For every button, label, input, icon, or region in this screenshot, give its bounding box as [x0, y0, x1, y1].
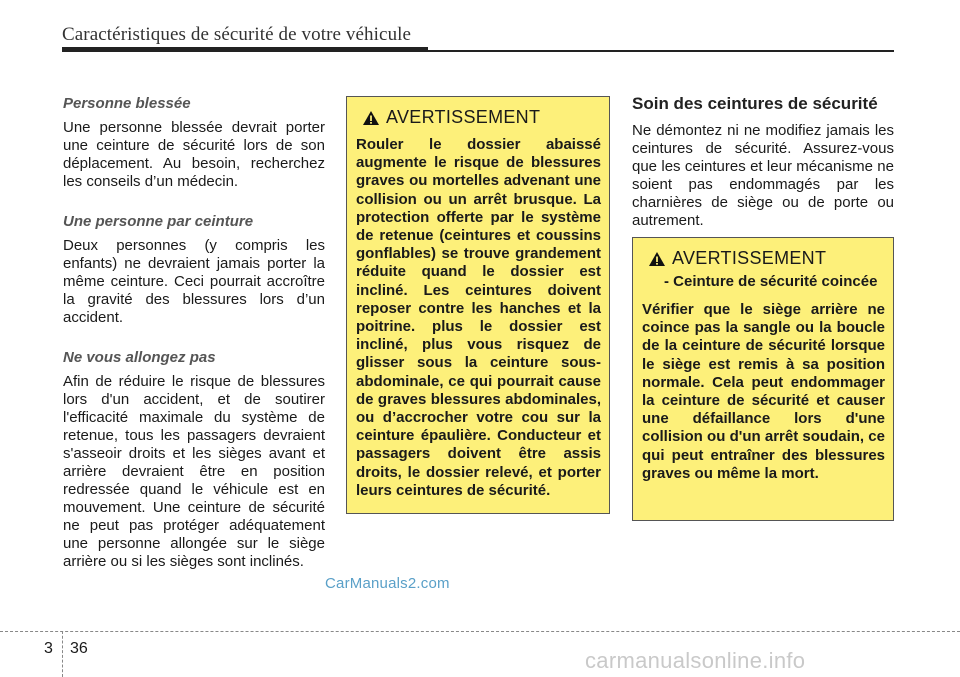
warning-text: Rouler le dossier abaissé augmente le risque de blessures graves ou mortelles advenant une collision ou un arrêt brusque. La protection offerte par le système de retenue (ceintures et coussins gonflables) se trouve grandement réduite quand le dossier est incliné. Les ceintures doivent reposer contre les hanches et la poitrine. plus le dossier est incliné, plus vous risquez de glisser sous la ceinture sous-abdominale, ce qui pourrait cause de graves blessures abdominales, ou d’accrocher votre cou sur la ceinture épaulière. Conducteur et passagers doivent être assis droits, le dossier relevé, et porter leurs ceintures de sécurité.	[356, 136, 601, 499]
page-header-title: Caractéristiques de sécurité de votre véhicule	[62, 24, 412, 45]
header-rule	[62, 50, 894, 52]
footer-rule	[0, 631, 960, 632]
warning-header	[642, 248, 885, 269]
section-text: Deux personnes (y compris les enfants) ne devraient jamais porter la même ceinture. Ceci pourrait accroître la gravité des blessures lors d’un accident.	[63, 237, 325, 326]
section-text: Une personne blessée devrait porter une ceinture de sécurité lors de son déplacement. Au besoin, recherchez les conseils d’un médecin.	[63, 119, 325, 190]
section-subtitle: Personne blessée	[63, 95, 191, 112]
chapter-number: 3	[44, 640, 53, 657]
footer-watermark: carmanualsonline.info	[585, 648, 806, 673]
warning-title: AVERTISSEMENT	[386, 107, 541, 127]
warning-title: AVERTISSEMENT	[672, 248, 827, 268]
watermark-link[interactable]: CarManuals2.com	[325, 575, 450, 592]
section-title: Soin des ceintures de sécurité	[632, 94, 878, 113]
section-text: Afin de réduire le risque de blessures lors d'un accident, et de soutirer l'efficacité maximale du système de retenue, tous les passagers devraient s'asseoir droits et les sièges avant et arrière devraient être en position redressée quand le véhicule est en mouvement. Une ceinture de sécurité ne peut pas protéger adéquatement une personne allongée sur le siège arrière ou si les sièges sont inclinés.	[63, 373, 325, 570]
warning-triangle-icon	[362, 110, 380, 126]
section-text: Ne démontez ni ne modifiez jamais les ceintures de sécurité. Assurez-vous que les ceintures et leur mécanisme ne soient pas endommagés par les charnières de siège ou de porte ou autrement.	[632, 122, 894, 229]
page-number: 36	[70, 640, 88, 657]
warning-header	[356, 107, 601, 128]
section-subtitle: Ne vous allongez pas	[63, 349, 216, 366]
warning-subtitle: - Ceinture de sécurité coincée	[664, 273, 878, 290]
section-subtitle: Une personne par ceinture	[63, 213, 254, 230]
warning-triangle-icon	[648, 251, 666, 267]
footer-divider	[62, 631, 63, 677]
warning-box-belt-jammed	[632, 237, 894, 521]
warning-box-reclined-seat	[346, 96, 610, 514]
left-column	[63, 95, 325, 571]
warning-text: Vérifier que le siège arrière ne coince pas la sangle ou la boucle de la ceinture de sécurité lorsque le siège est remis à sa position normale. Cela peut endommager la ceinture de sécurité et causer une défaillance lors d'une collision ou d'un arrêt soudain, ce qui peut entraîner des blessures graves ou même la mort.	[642, 301, 885, 482]
